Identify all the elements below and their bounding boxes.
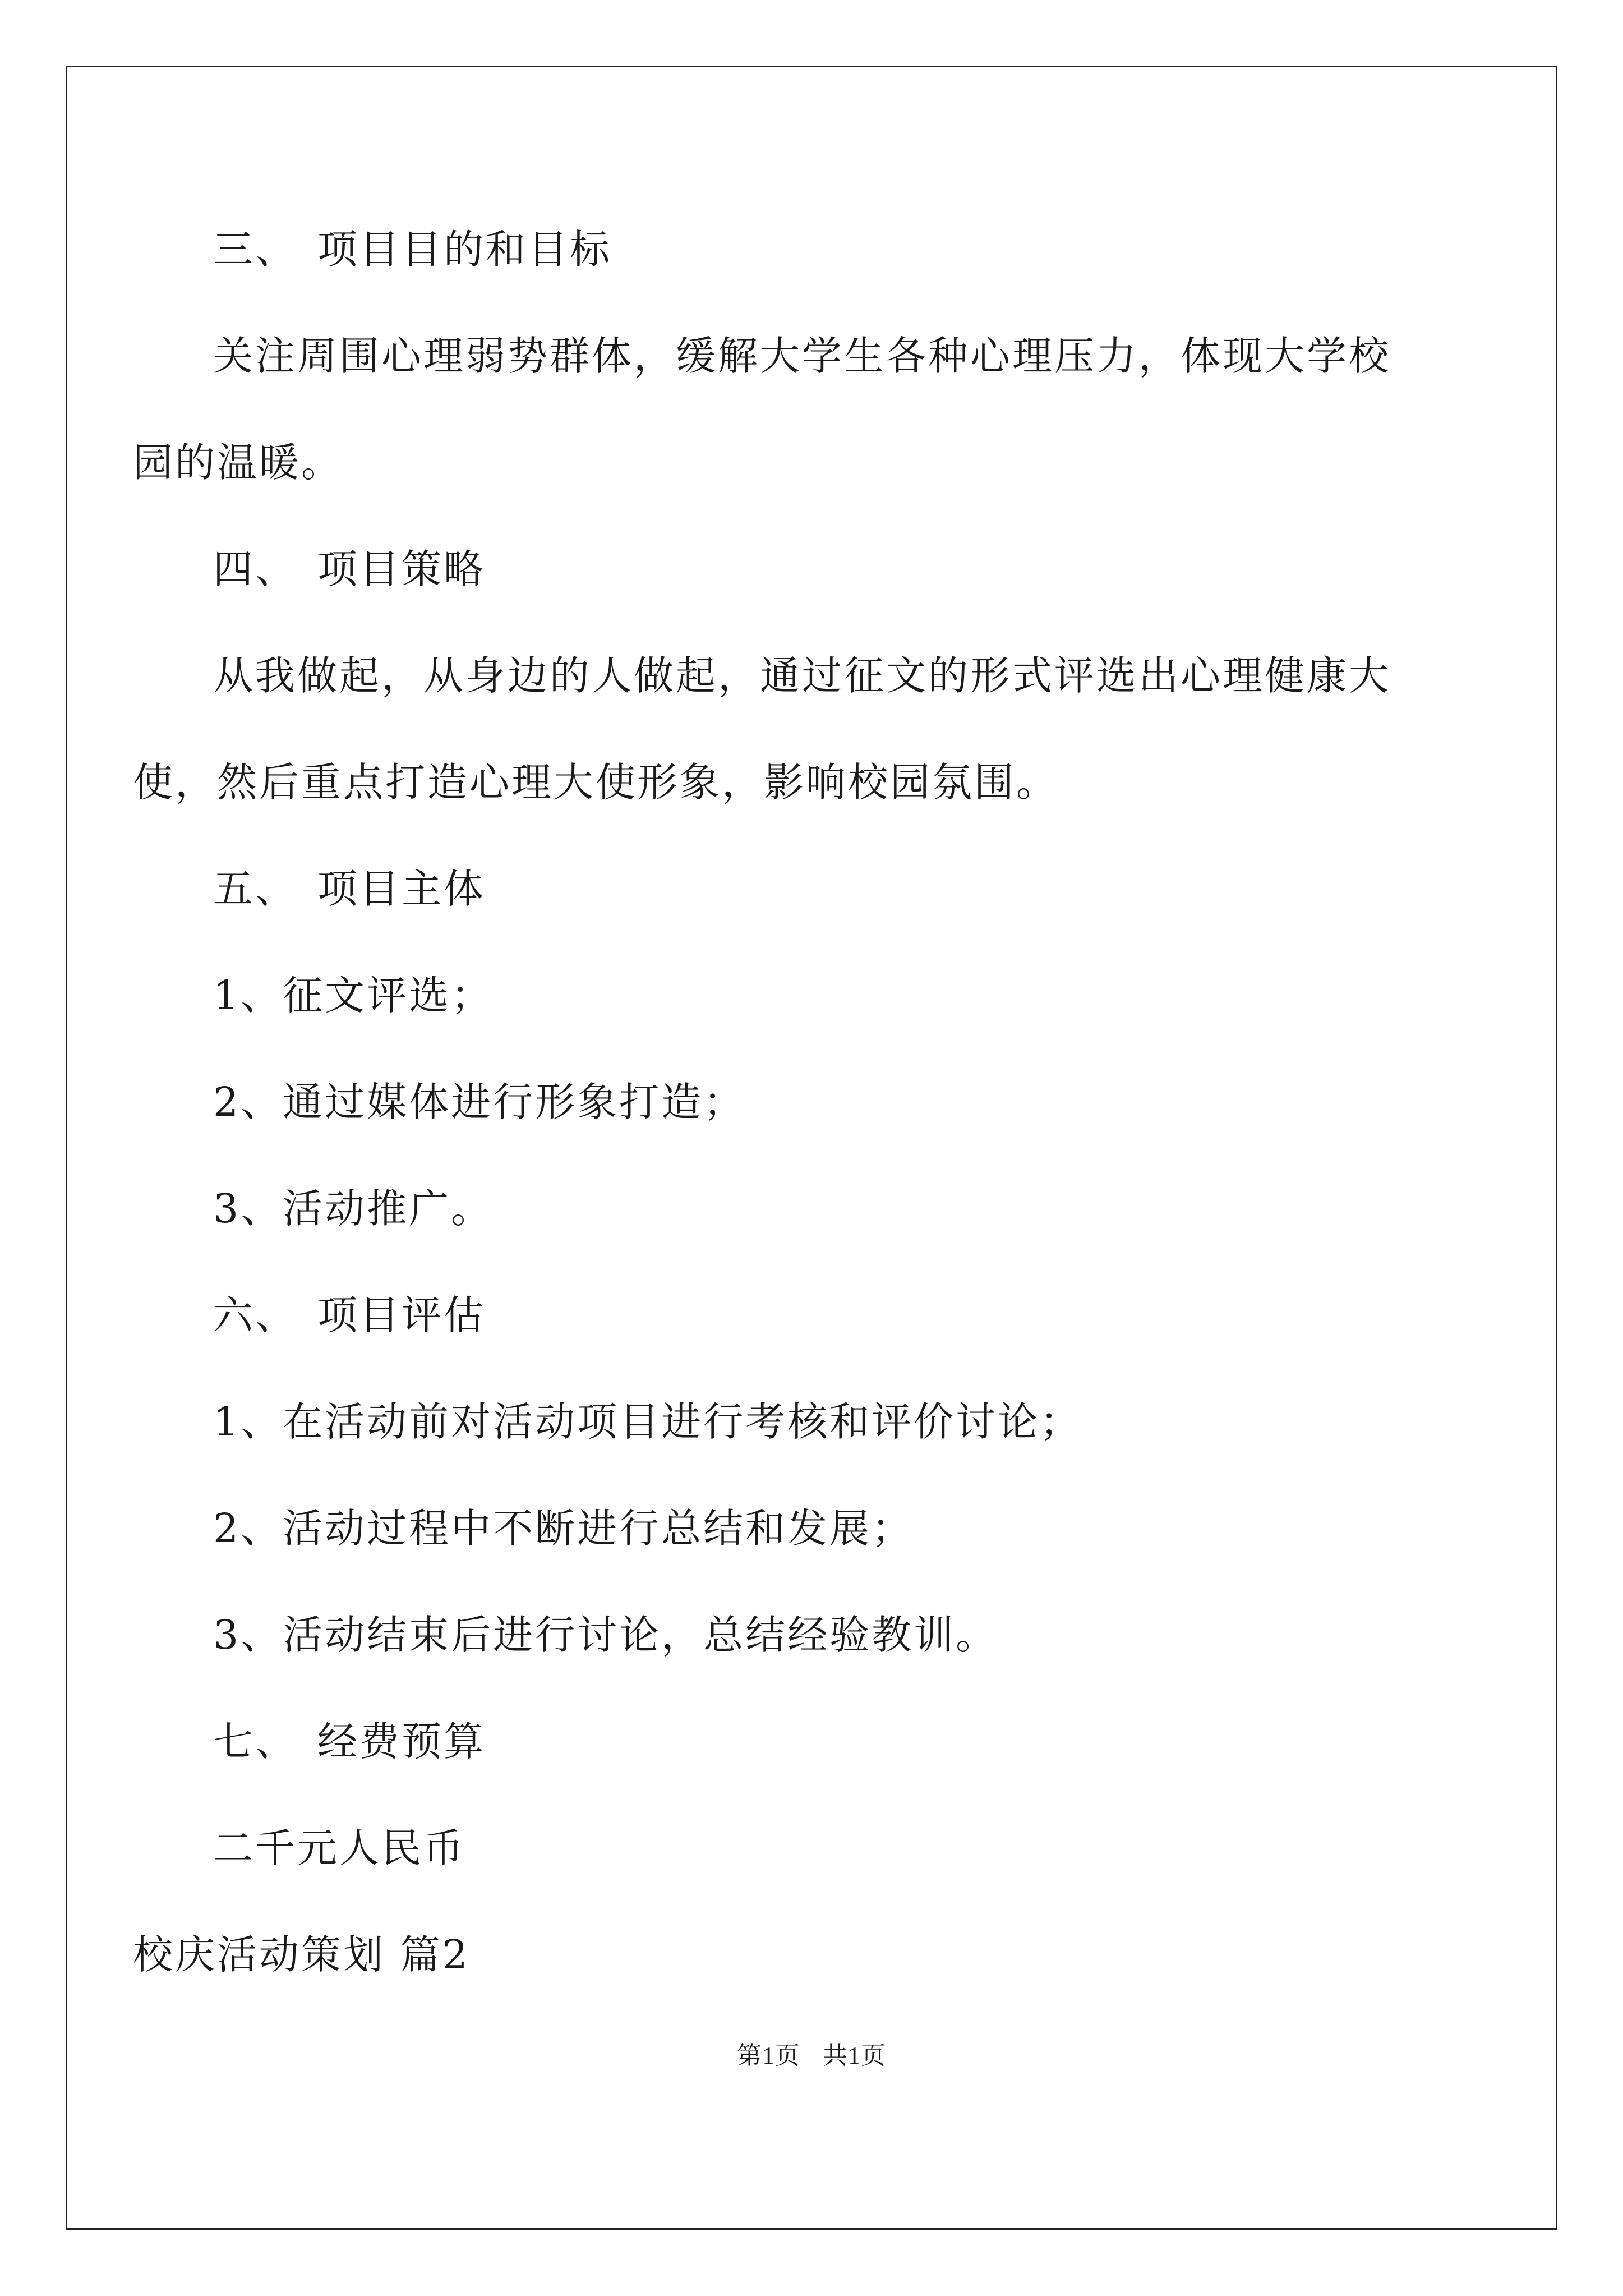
- list-item: 3、活动推广。: [213, 1185, 494, 1232]
- section-heading-7: [213, 1714, 486, 1770]
- list-item: 2、通过媒体进行形象打造；: [213, 1079, 746, 1125]
- section-title: 经费预算: [317, 1718, 486, 1765]
- list-item: 1、征文评选；: [213, 972, 494, 1019]
- section-number: 四、: [213, 546, 298, 592]
- page-total: 共1页: [823, 2042, 886, 2069]
- section-heading-5: [213, 861, 486, 917]
- budget-text: 二千元人民币: [213, 1825, 466, 1871]
- section-title: 项目策略: [317, 546, 486, 592]
- section-heading-6: [213, 1287, 486, 1343]
- section-heading-3: [213, 222, 612, 278]
- section-heading-4: [213, 541, 486, 597]
- list-item: 3、活动结束后进行讨论，总结经验教训。: [213, 1612, 998, 1658]
- paragraph-line: 使，然后重点打造心理大使形象，影响校园氛围。: [133, 759, 1059, 806]
- section-title: 项目主体: [317, 866, 486, 912]
- next-article-title: 校庆活动策划 篇2: [133, 1931, 470, 1978]
- section-title: 项目目的和目标: [317, 226, 612, 273]
- list-item: 1、在活动前对活动项目进行考核和评价讨论；: [213, 1398, 1082, 1445]
- section-number: 三、: [213, 226, 298, 273]
- page-footer: [0, 2039, 1623, 2073]
- paragraph-line: 园的温暖。: [133, 439, 344, 486]
- section-number: 五、: [213, 866, 298, 912]
- page-number: 第1页: [737, 2042, 800, 2069]
- section-number: 七、: [213, 1718, 298, 1765]
- list-item: 2、活动过程中不断进行总结和发展；: [213, 1505, 914, 1552]
- section-title: 项目评估: [317, 1292, 486, 1338]
- paragraph-line: 从我做起，从身边的人做起，通过征文的形式评选出心理健康大: [213, 652, 1391, 699]
- paragraph-line: 关注周围心理弱势群体，缓解大学生各种心理压力，体现大学校: [213, 333, 1391, 379]
- section-number: 六、: [213, 1292, 298, 1338]
- page-frame: [66, 66, 1557, 2230]
